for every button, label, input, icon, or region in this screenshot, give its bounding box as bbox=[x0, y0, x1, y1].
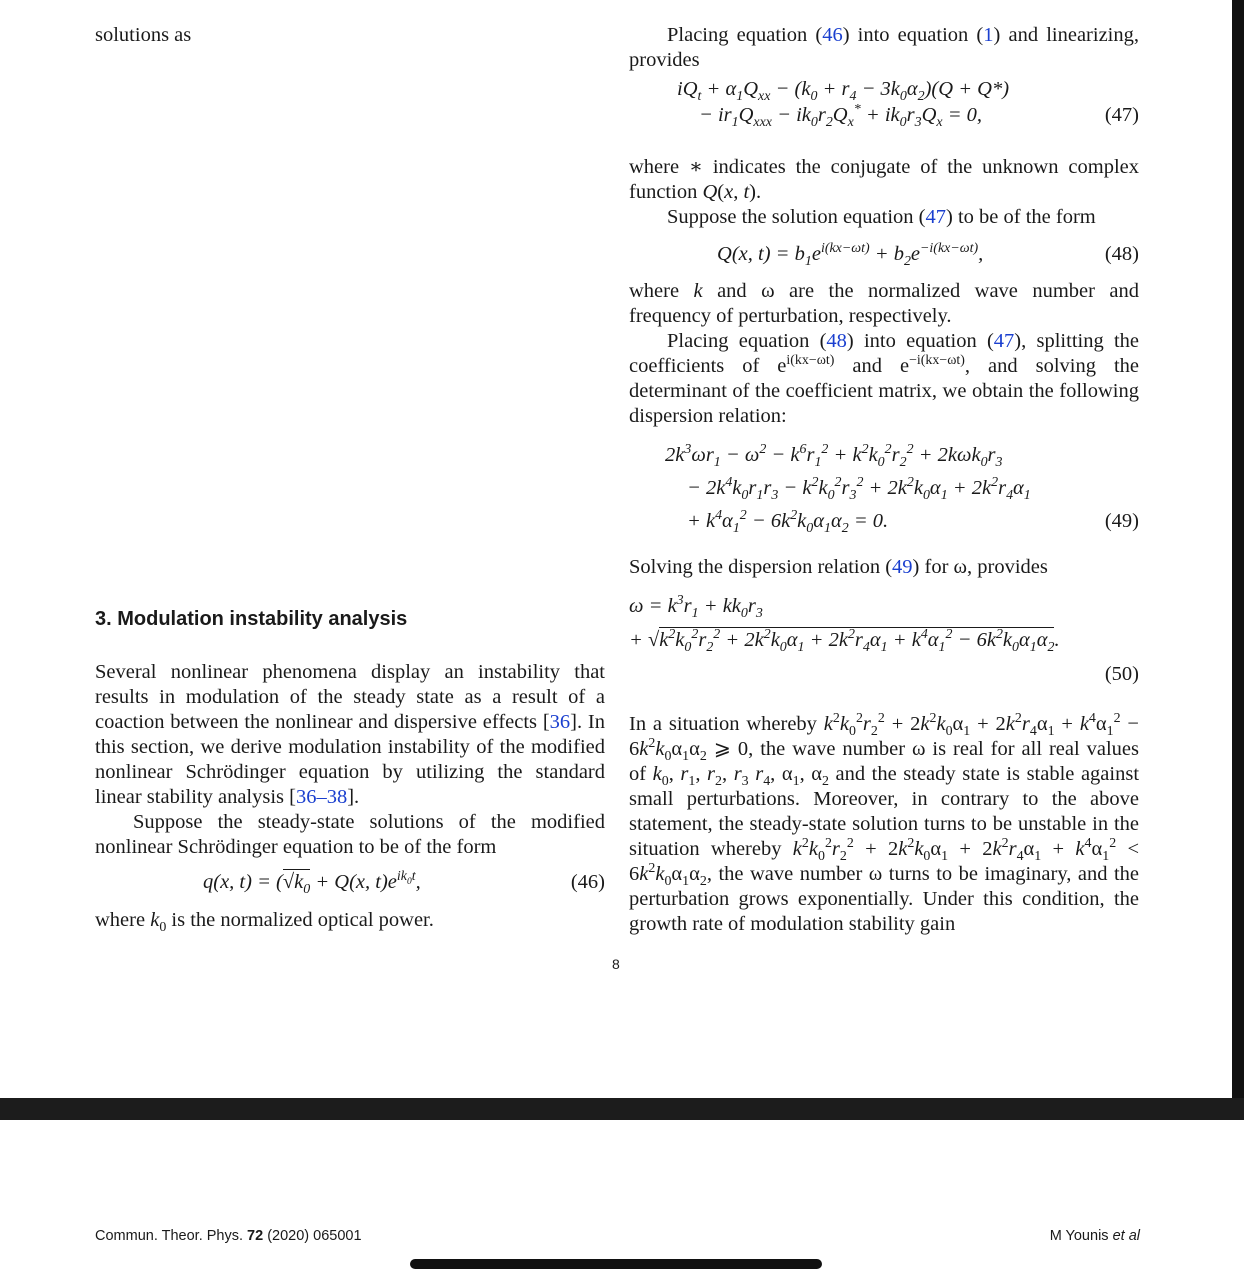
paragraph-r7: In a situation whereby $k^2k_0^2r_2^2 + 2k^2k_0\alpha_1 + 2k^2r_4\alpha_1 + k^4\alpha_1^2 - 6k^2k_0\alpha_1\alpha_2$ ⩾ 0, the wave number ω is real for all real values of $k_0$, $r_1$, $r_2$, $r_3$ $r_4$, $\alpha_1$, $\alpha_2$ and the steady state is stable against small perturbations. Moreover, in contrary to the above statement, the steady-state solution turns to be unstable in the situation whereby $k^2k_0^2r_2^2 + 2k^2k_0\alpha_1 + 2k^2r_4\alpha_1 + k^4\alpha_1^2 < 6k^2k_0\alpha_1\alpha_2$, the wave number ω turns to be imaginary, and the perturbation grows exponentially. Under this condition, the growth rate of modulation stability gain bbox=[629, 711, 1140, 935]
equation-50 bbox=[629, 580, 1139, 712]
footer-authors: M Younis et al bbox=[1049, 1228, 1140, 1244]
equation-50-line1: $\omega = k^3r_1 + kk_0r_3$ bbox=[629, 593, 763, 622]
equation-link[interactable]: 1 bbox=[983, 24, 994, 46]
equation-49-line3: + $k^4\alpha_1^2 - 6k^2k_0\alpha_1\alpha_2 = 0$. bbox=[687, 508, 889, 537]
paragraph-r6: Solving the dispersion relation (49) for ω, provides bbox=[629, 556, 1048, 578]
equation-number: (48) bbox=[1104, 243, 1139, 265]
equation-link[interactable]: 48 bbox=[826, 330, 847, 352]
page-number: 8 bbox=[612, 956, 620, 972]
paragraph-r5: Placing equation (48) into equation (47), splitting the coefficients of $e^{i(kx-\omega t)}$ and $e^{-i(kx-\omega t)}$, and solving the determinant of the coefficient matrix, we obtain the following dispersion relation: bbox=[629, 330, 1140, 427]
page-edge bbox=[1232, 0, 1244, 1098]
equation-link[interactable]: 47 bbox=[993, 330, 1015, 352]
equation-link[interactable]: 46 bbox=[822, 24, 843, 46]
paragraph-r4: where k and ω are the normalized wave number and frequency of perturbation, respectively. bbox=[629, 280, 1139, 327]
section-heading: 3. Modulation instability analysis bbox=[95, 608, 408, 630]
home-indicator[interactable] bbox=[410, 1259, 822, 1269]
paragraph-r2: where ∗ indicates the conjugate of the unknown complex function Q(x, t). bbox=[629, 156, 1139, 203]
left-top-text bbox=[95, 23, 605, 48]
paragraph-2: Suppose the steady-state solutions of the modified nonlinear Schrödinger equation to be of the form bbox=[95, 811, 605, 858]
equation-47-line2: − $ir_1Q_{xxx} - ik_0r_2Q_x^* + ik_0r_3Q_x = 0$, bbox=[699, 102, 983, 131]
equation-48 bbox=[629, 230, 1139, 279]
next-page bbox=[0, 1120, 1244, 1280]
equation-48-body: Q(x, $t) = b_1e^{i(kx-\omega t)} + b_2e^{-i(kx-\omega t)}$, bbox=[717, 241, 984, 270]
equation-49-line2: − $2k^4k_0r_1r_3 - k^2k_0^2r_3^2 + 2k^2k_0\alpha_1 + 2k^2r_4\alpha_1$ bbox=[687, 475, 1031, 504]
equation-number: (50) bbox=[1104, 663, 1139, 685]
equation-link[interactable]: 49 bbox=[892, 556, 913, 578]
paragraph-3: where $k_0$ is the normalized optical power. bbox=[95, 909, 434, 936]
citation-link[interactable]: 36–38 bbox=[295, 786, 348, 808]
left-body bbox=[95, 660, 605, 936]
footer-citation: Commun. Theor. Phys. 72 (2020) 065001 bbox=[95, 1228, 362, 1244]
equation-49-line1: $2k^3\omega r_1 - \omega^2 - k^6r_1^2 + k^2k_0^2r_2^2 + 2k\omega k_0r_3$ bbox=[665, 442, 1003, 471]
paragraph-r3: Suppose the solution equation (47) to be of the form bbox=[667, 206, 1096, 228]
page-separator bbox=[0, 1098, 1244, 1120]
equation-50-line2: + $√k^2k_0^2r_2^2 + 2k^2k_0\alpha_1 + 2k^2r_4\alpha_1 + k^4\alpha_1^2 - 6k^2k_0\alpha_1\alpha_2$. bbox=[629, 627, 1060, 656]
equation-link[interactable]: 47 bbox=[925, 206, 947, 228]
equation-number: (49) bbox=[1104, 510, 1139, 532]
equation-number: (47) bbox=[1104, 104, 1139, 126]
equation-47-line1: $iQ_t + \alpha_1Q_{xx} - (k_0 + r_4 - 3k_0\alpha_2)(Q + Q*)$ bbox=[677, 78, 1010, 105]
equation-49 bbox=[629, 429, 1139, 555]
equation-number: (46) bbox=[570, 871, 605, 893]
text-solutions-as: solutions as bbox=[95, 24, 192, 46]
citation-link[interactable]: 36 bbox=[549, 711, 571, 733]
paragraph-1: Several nonlinear phenomena display an instability that results in modulation of the steady state as a result of a coaction between the nonlinear and dispersive effects [36]. In this section, we derive modulation instability of the modified nonlinear Schrödinger equation by utilizing the standard linear stability analysis [36–38]. bbox=[95, 661, 605, 808]
equation-46-body: q(x, $t) = (√k_0 + Q(x$, $t)e^{ik_0t}$, bbox=[203, 869, 421, 898]
paragraph-r1: Placing equation (46) into equation (1) and linearizing, provides bbox=[629, 24, 1139, 71]
equation-46 bbox=[95, 860, 605, 908]
equation-47 bbox=[629, 73, 1139, 155]
right-body bbox=[629, 23, 1139, 937]
